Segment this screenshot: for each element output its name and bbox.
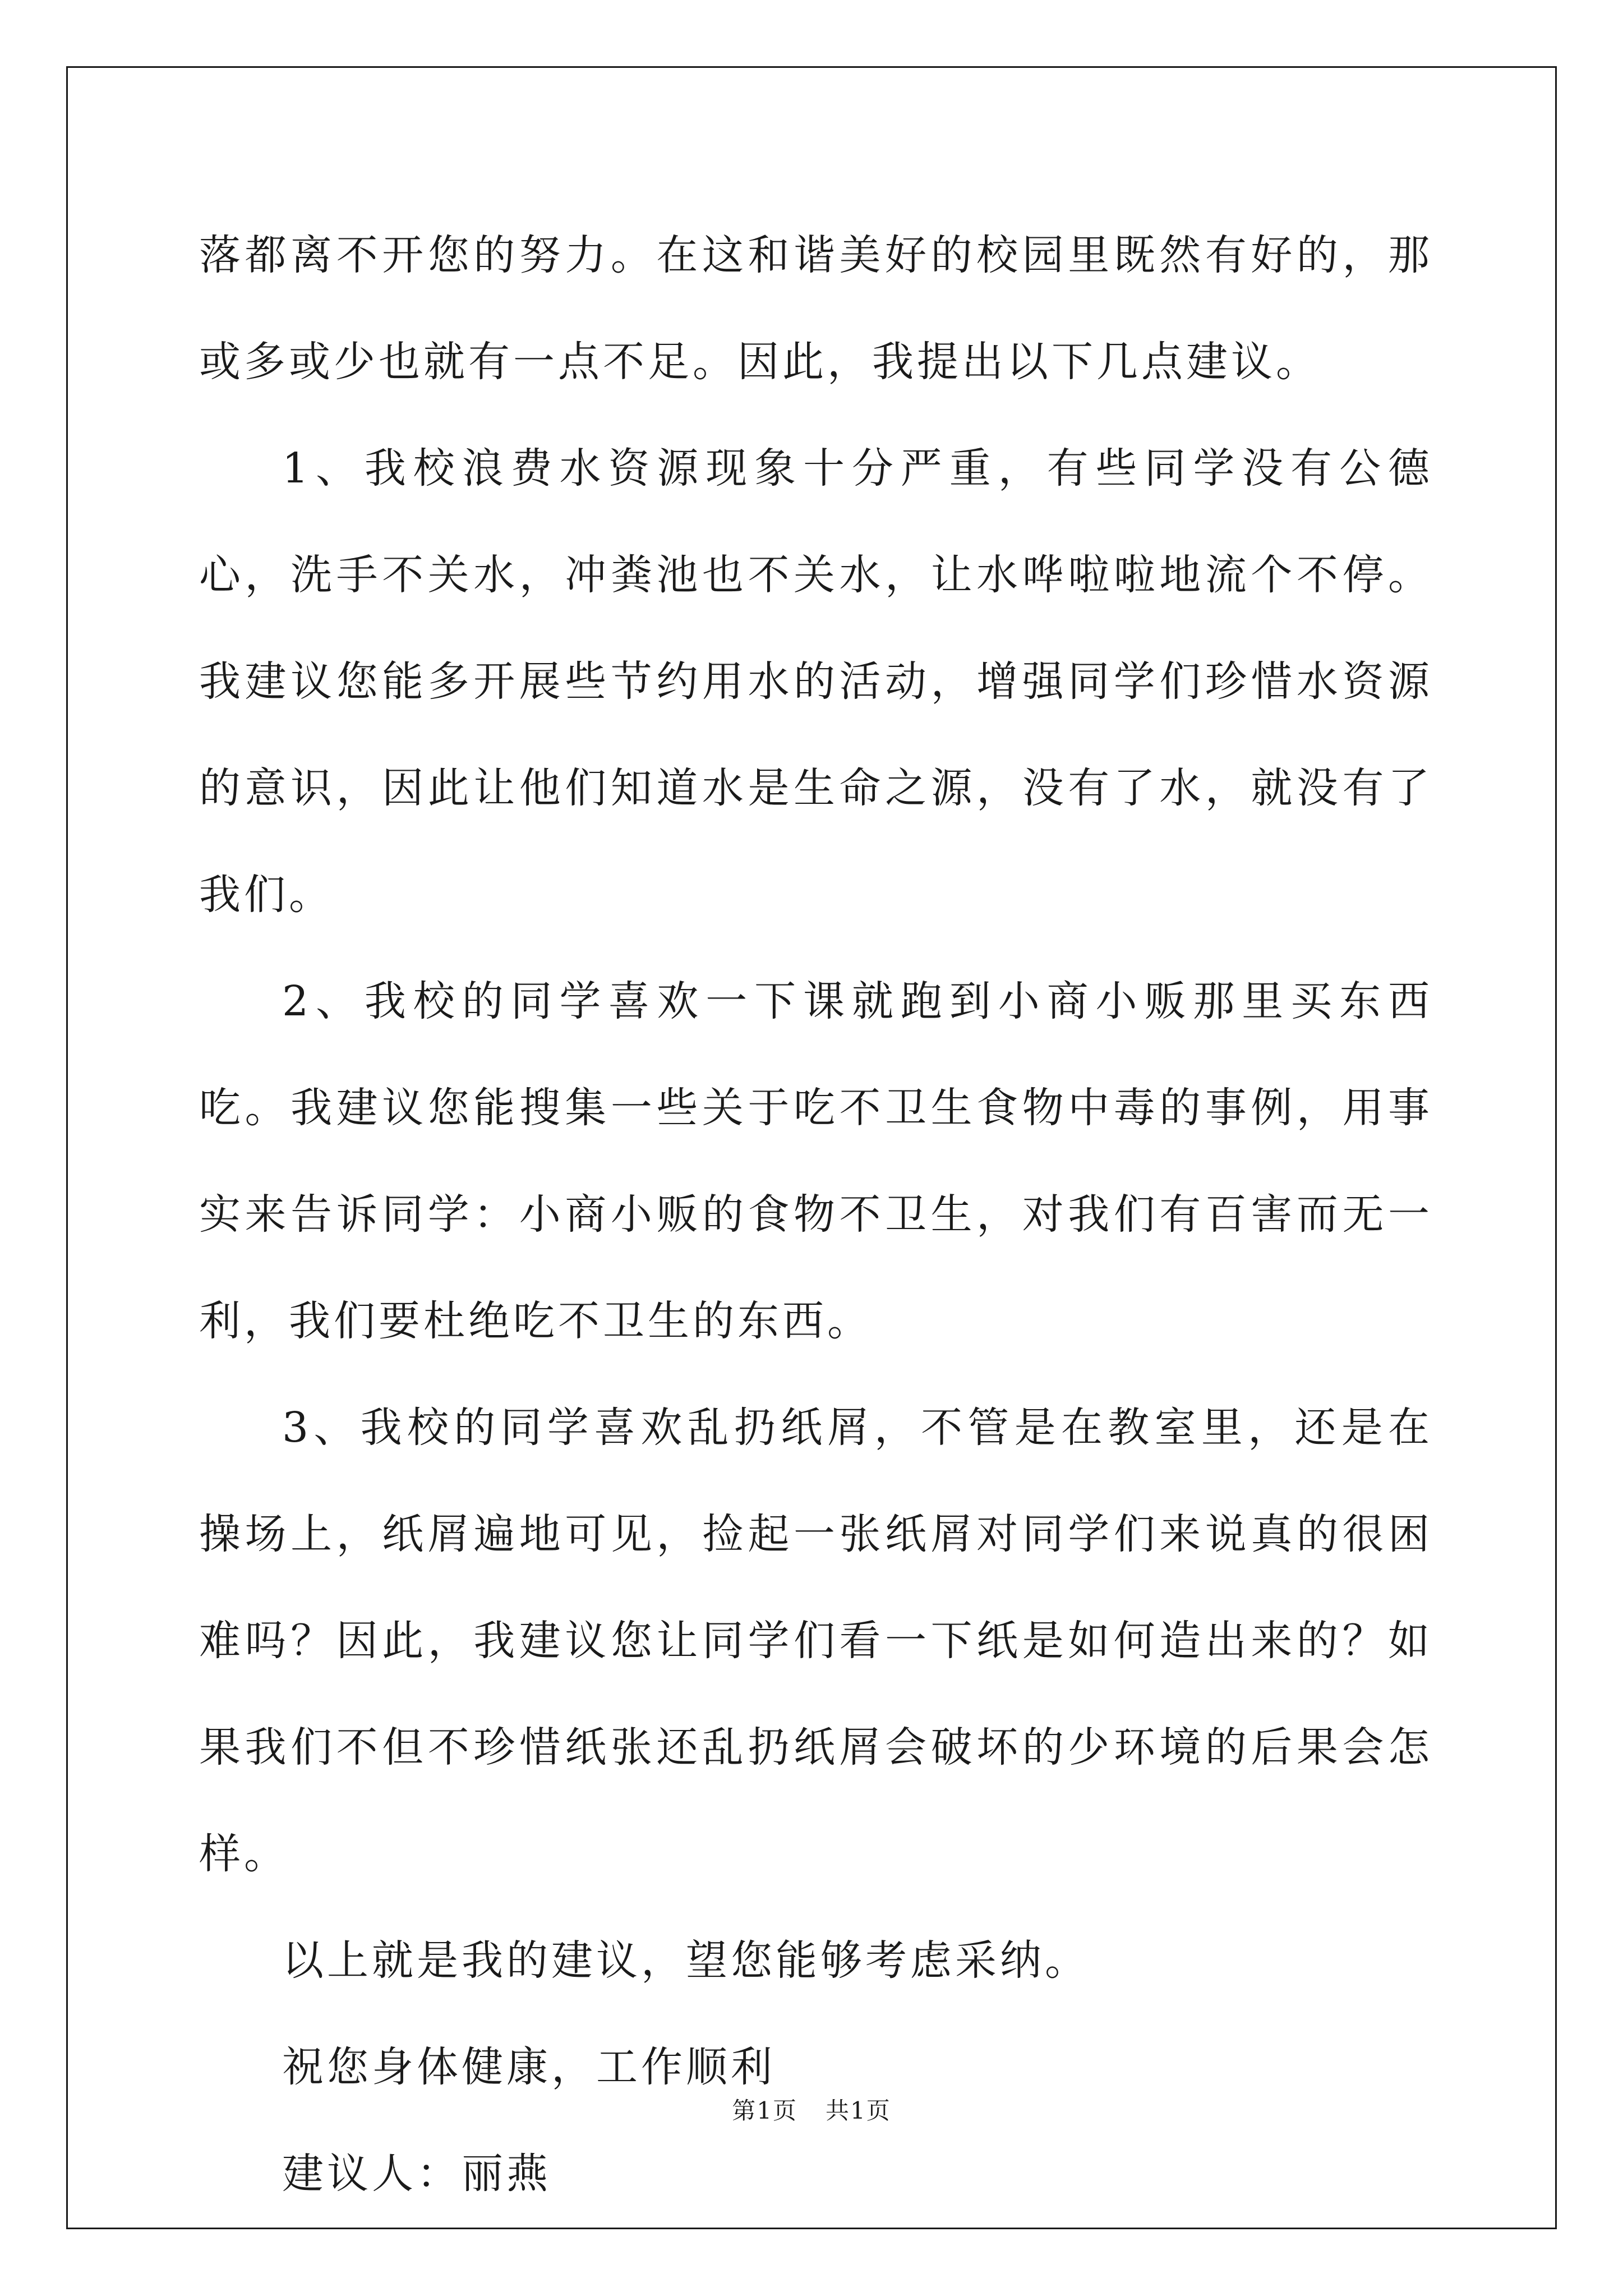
- paragraph-suggestion-3: 3、我校的同学喜欢乱扔纸屑，不管是在教室里，还是在操场上，纸屑遍地可见，捡起一张纸屑对同学们来说真的很困难吗？因此，我建议您让同学们看一下纸是如何造出来的？如果我们不但不珍惜纸张还乱扔纸屑会破坏的少环境的后果会怎样。: [199, 1404, 1433, 1878]
- page-number: 第1页: [732, 2097, 797, 2124]
- paragraph-signature: 建议人：丽燕: [282, 2150, 551, 2198]
- paragraph-intro-continuation: 落都离不开您的努力。在这和谐美好的校园里既然有好的，那或多或少也就有一点不足。因此，我提出以下几点建议。: [199, 231, 1433, 386]
- page-total: 共1页: [826, 2097, 891, 2124]
- paragraph-suggestion-2: 2、我校的同学喜欢一下课就跑到小商小贩那里买东西吃。我建议您能搜集一些关于吃不卫生食物中毒的事例，用事实来告诉同学：小商小贩的食物不卫生，对我们有百害而无一利，我们要杜绝吃不卫生的东西。: [199, 977, 1433, 1345]
- paragraph-suggestion-1: 1、我校浪费水资源现象十分严重，有些同学没有公德心，洗手不关水，冲粪池也不关水，让水哗啦啦地流个不停。我建议您能多开展些节约用水的活动，增强同学们珍惜水资源的意识，因此让他们知道水是生命之源，没有了水，就没有了我们。: [199, 444, 1433, 919]
- page-footer: [0, 2092, 1623, 2126]
- paragraph-wishes: 祝您身体健康，工作顺利: [282, 2043, 776, 2091]
- document-body: [199, 202, 1433, 2227]
- paragraph-closing: 以上就是我的建议，望您能够考虑采纳。: [282, 1936, 1090, 1985]
